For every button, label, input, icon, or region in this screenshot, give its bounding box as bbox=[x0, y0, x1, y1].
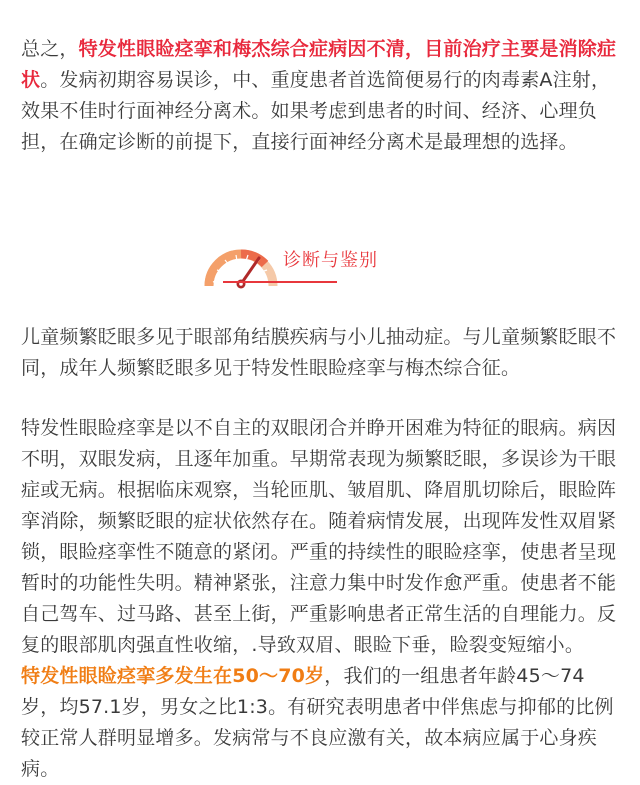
summary-paragraph bbox=[21, 34, 621, 158]
section-heading-diagnosis bbox=[203, 234, 423, 294]
pediatric-blink-text: 儿童频繁眨眼多见于眼部角结膜疾病与小儿抽动症。与儿童频繁眨眼不同，成年人频繁眨眼多见于特发性眼睑痉挛与梅杰综合征。 bbox=[21, 326, 617, 379]
summary-highlight: 特发性眼睑痉挛和梅杰综合症病因不清，目前治疗主要是消除症状 bbox=[21, 38, 617, 91]
blepharospasm-text: 特发性眼睑痉挛是以不自主的双眼闭合并睁开困难为特征的眼病。病因不明，双眼发病，且逐年加重。早期常表现为频繁眨眼，多误诊为干眼症或无病。根据临床观察，当轮匝肌、皱眉肌、降眉肌切除后，眼睑阵挛消除，频繁眨眼的症状依然存在。随着病情发展，出现阵发性双眉紧锁，眼睑痉挛性不随意的紧闭。严重的持续性的眼睑痉挛，使患者呈现暂时的功能性失明。精神紧张，注意力集中时发作愈严重。使患者不能自己驾车、过马路、甚至上街，严重影响患者正常生活的自理能力。反复的眼部肌肉强直性收缩，.导致双眉、眼睑下垂，睑裂变短缩小。 bbox=[21, 417, 617, 656]
pediatric-blink-paragraph bbox=[21, 322, 621, 384]
section-title: 诊断与鉴别 bbox=[283, 250, 378, 271]
age-onset-highlight: 特发性眼睑痉挛多发生在50～70岁 bbox=[21, 665, 325, 687]
blepharospasm-rest: ，我们的一组患者年龄45～74岁，均57.1岁，男女之比1:3。有研究表明患者中伴焦虑与抑郁的比例较正常人群明显增多。发病常与不良应激有关，故本病应属于心身疾病。 bbox=[21, 665, 614, 780]
summary-rest: 。发病初期容易误诊，中、重度患者首选简便易行的肉毒素A注射，效果不佳时行面神经分离术。如果考虑到患者的时间、经济、心理负担，在确定诊断的前提下，直接行面神经分离术是最理想的选择。 bbox=[21, 69, 611, 153]
blepharospasm-paragraph bbox=[21, 413, 621, 785]
gauge-icon bbox=[203, 238, 279, 292]
summary-prefix: 总之， bbox=[21, 38, 79, 60]
section-underline bbox=[223, 281, 337, 283]
